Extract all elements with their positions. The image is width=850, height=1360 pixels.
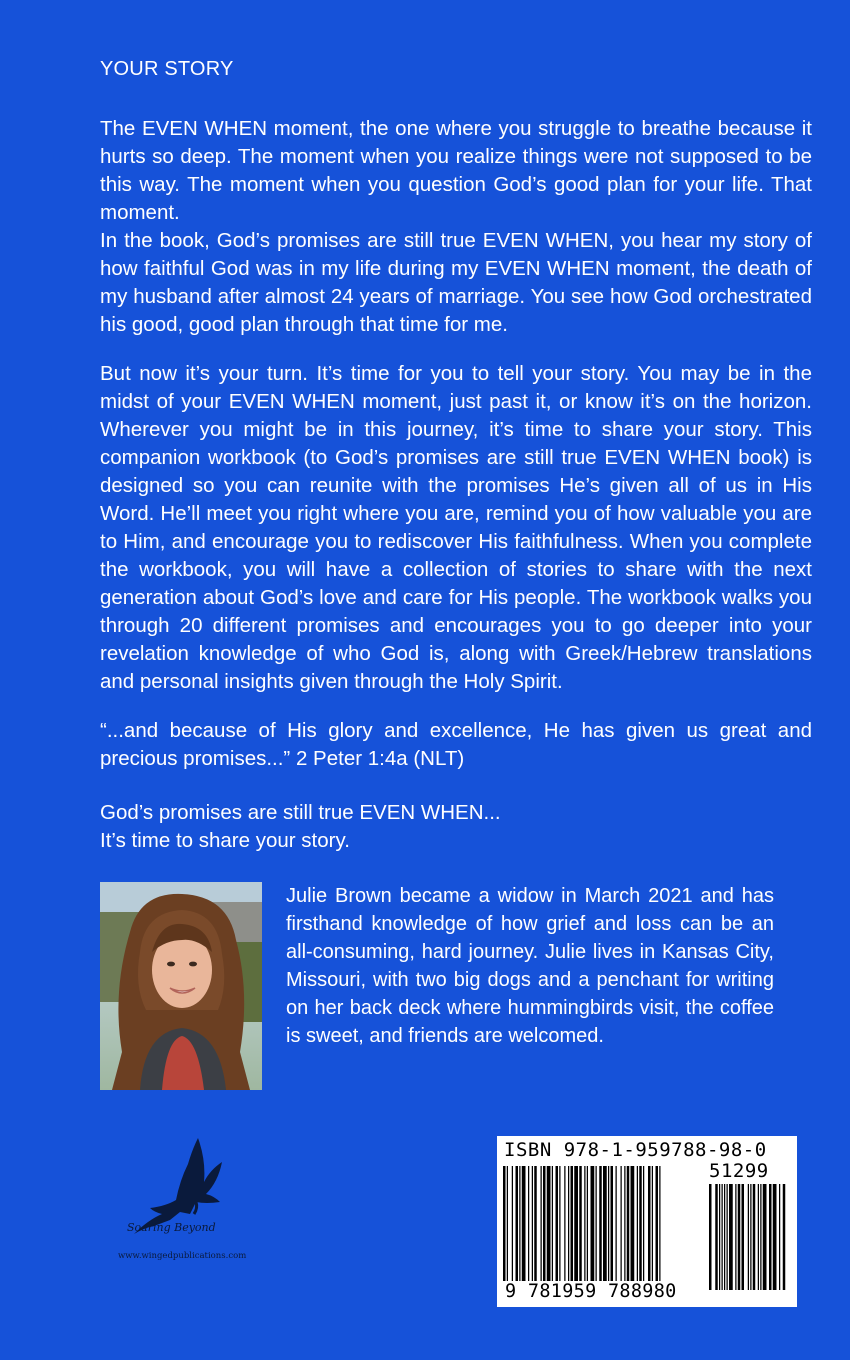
barcode-bar (611, 1166, 614, 1290)
paragraph-intro (100, 115, 812, 227)
barcode-bar (656, 1166, 659, 1290)
barcode-bar (543, 1166, 546, 1290)
quote-text: “...and because of His glory and excellence, He has given us great and precious promises...” 2 Peter 1:4a (NLT) (100, 719, 812, 770)
barcode-bar (587, 1166, 588, 1290)
barcode-bar (599, 1166, 602, 1290)
barcode-bar (648, 1166, 651, 1290)
publisher-name: Soaring Beyond (127, 1221, 216, 1234)
barcode-bar (579, 1166, 582, 1290)
barcode-bar (547, 1166, 551, 1290)
barcode-bar (559, 1166, 560, 1290)
paragraph-text: In the book, God’s promises are still true EVEN WHEN, you hear my story of how faithful God was in my life during my EVEN WHEN moment, the death of my husband after almost 24 years of marriage. You see how God orchestrated his good, good plan through that time for me. (100, 229, 812, 336)
barcode-bar (608, 1166, 609, 1290)
barcode-bar (643, 1166, 644, 1290)
barcode-bar (596, 1166, 597, 1290)
barcode-bar (773, 1184, 777, 1290)
barcode-bar (616, 1166, 617, 1290)
barcode-bar (769, 1184, 772, 1290)
paragraph-text: But now it’s your turn. It’s time for you to tell your story. You may be in the midst of your EVEN WHEN moment, just past it, or know it’s on the horizon. Wherever you might be in this journey, it’s time to share your story. This companion workbook (to God’s promises are still true EVEN WHEN book) is designed so you can reunite with the promises He’s given all of us in His Word. He’ll meet you right where you are, remind you of how valuable you are to Him, and encourage you to rediscover His faithfulness. When you complete the workbook, you will have a collection of stories to share with the next generation about God’s love and care for His people. The workbook walks you through 20 different promises and encourages you to go deeper into your revelation knowledge of who God is, along with Greek/Hebrew translations and personal insights given through the Holy Spirit. (100, 362, 812, 693)
section-heading: YOUR STORY (100, 58, 234, 80)
barcode-bar (603, 1166, 607, 1290)
author-bio: Julie Brown became a widow in March 2021 and has firsthand knowledge of how grief and loss can be an all-consuming, hard journey. Julie lives in Kansas City, Missouri, with two big dogs and a penchant for writing on her back deck where hummingbirds visit, the coffee is sweet, and friends are welcomed. (286, 885, 774, 1047)
barcode-bar (779, 1184, 780, 1290)
closing-line-2: It’s time to share your story. (100, 829, 350, 852)
barcode-bar (522, 1166, 526, 1290)
barcode-bar (552, 1166, 553, 1290)
barcode-bar (719, 1184, 720, 1290)
barcode-bar (748, 1184, 749, 1290)
barcode-bar (512, 1166, 513, 1290)
barcode-bar (758, 1184, 759, 1290)
barcode-bar (715, 1184, 718, 1290)
barcode-bar (564, 1166, 565, 1290)
scripture-quote (100, 717, 812, 773)
barcode-bar (724, 1184, 725, 1290)
barcode-bar (534, 1166, 537, 1290)
barcode-bar (727, 1184, 728, 1290)
barcode-bar (519, 1166, 520, 1290)
barcode-bar (624, 1166, 625, 1290)
barcode-bar (574, 1166, 578, 1290)
barcode-bar (627, 1166, 630, 1290)
barcode-bar (637, 1166, 638, 1290)
barcode-bar (639, 1166, 642, 1290)
barcode-bar (729, 1184, 733, 1290)
barcode-bar (541, 1166, 542, 1290)
barcode-bar (750, 1184, 751, 1290)
barcode-bar (722, 1184, 723, 1290)
barcode-bar (631, 1166, 635, 1290)
barcode-bar (783, 1184, 786, 1290)
barcode-bar (652, 1166, 653, 1290)
barcode-bar (584, 1166, 585, 1290)
barcode-bar (591, 1166, 595, 1290)
barcode-bar (738, 1184, 741, 1290)
publisher-url: www.wingedpublications.com (118, 1251, 247, 1261)
ean-digits: 9 781959 788980 (505, 1281, 677, 1302)
paragraph-text: The EVEN WHEN moment, the one where you struggle to breathe because it hurts so deep. The moment when you realize things were not supposed to be this way. The moment when you question God’s good plan for your life. That moment. (100, 117, 812, 224)
eagle-icon (110, 1130, 250, 1270)
barcode-bar (516, 1166, 519, 1290)
barcode-bar (528, 1166, 529, 1290)
price-code: 51299 (709, 1160, 769, 1182)
barcode-bar (763, 1184, 767, 1290)
barcode-bar (571, 1166, 574, 1290)
barcode-bar (532, 1166, 533, 1290)
barcode-bar (735, 1184, 736, 1290)
closing-lines (100, 799, 812, 855)
barcode-bar (709, 1184, 712, 1290)
paragraph-book (100, 227, 812, 339)
barcode-bar (659, 1166, 660, 1290)
isbn-text: ISBN 978-1-959788-98-0 (504, 1139, 767, 1161)
paragraph-workbook (100, 360, 812, 696)
closing-line-1: God’s promises are still true EVEN WHEN... (100, 801, 501, 824)
barcode-bar (760, 1184, 761, 1290)
isbn-barcode (497, 1136, 797, 1307)
barcode-bar (503, 1166, 506, 1290)
barcode-bar (621, 1166, 622, 1290)
barcode-bar (742, 1184, 745, 1290)
author-photo (100, 882, 262, 1090)
barcode-bar (507, 1166, 508, 1290)
barcode-bar (568, 1166, 569, 1290)
barcode-bar (556, 1166, 559, 1290)
barcode-bar (753, 1184, 756, 1290)
